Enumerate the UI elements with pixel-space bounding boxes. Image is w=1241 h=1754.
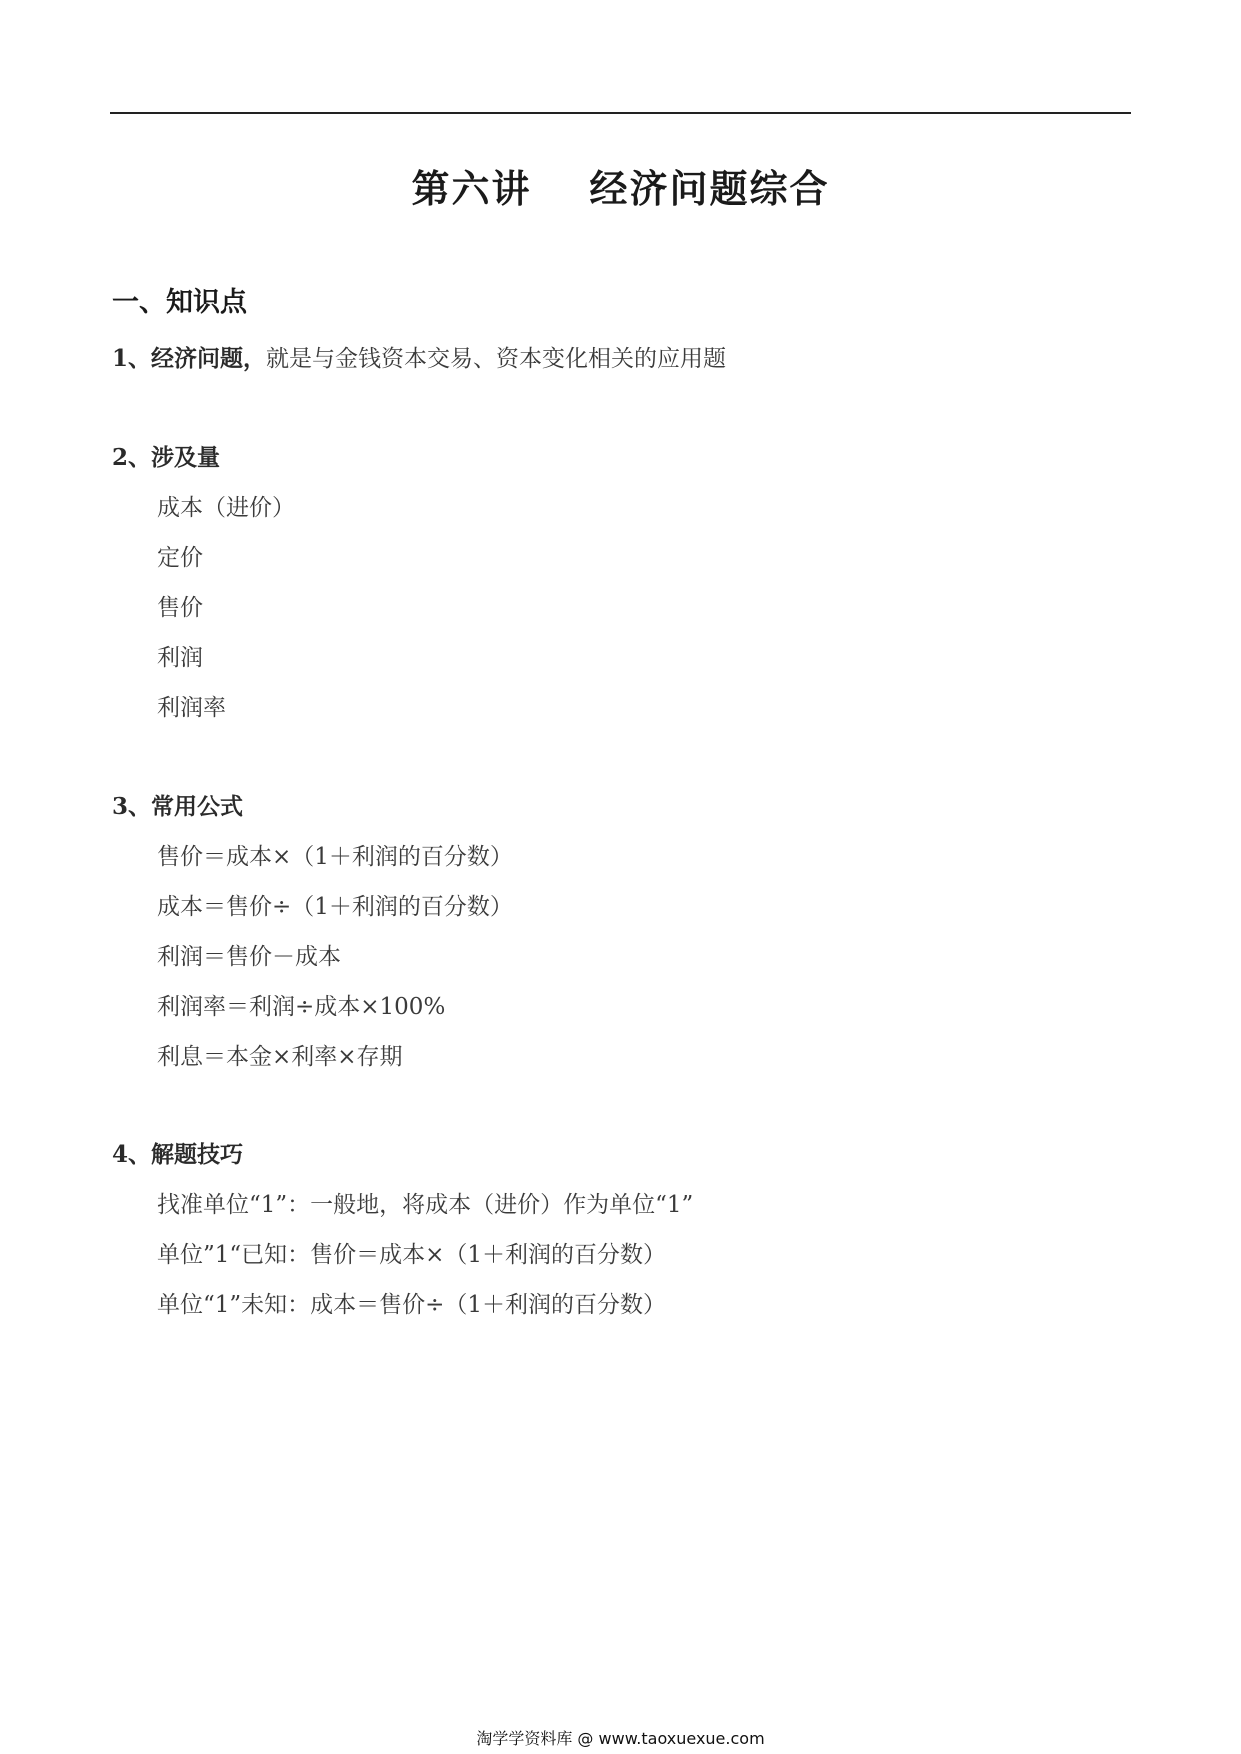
formula-line: 利润率＝利润÷成本×100% [157,994,446,1020]
formula-line: 利息＝本金×利率×存期 [157,1044,403,1070]
technique-line: 单位”1“已知：售价＝成本×（1＋利润的百分数） [157,1242,667,1268]
section-heading-knowledge: 一、知识点 [112,287,247,318]
quantity-line: 定价 [157,545,203,571]
item-1-definition: 就是与金钱资本交易、资本变化相关的应用题 [266,346,727,372]
header-rule [110,112,1131,114]
item-3-heading: 3、常用公式 [112,793,244,820]
item-2-heading: 2、涉及量 [112,444,221,471]
item-4-heading: 4、解题技巧 [112,1141,244,1168]
quantity-line: 售价 [157,595,203,621]
footer-watermark: 淘学学资料库 @ www.taoxuexue.com [476,1729,765,1748]
quantity-line: 利润率 [157,695,226,721]
page-title [0,158,1241,213]
quantity-line: 利润 [157,645,203,671]
technique-line: 找准单位“1”：一般地，将成本（进价）作为单位“1” [157,1192,694,1218]
quantity-line: 成本（进价） [157,495,295,521]
lecture-number: 第六讲 [411,166,532,211]
item-1-number: 1、 [112,345,152,372]
formula-line: 成本＝售价÷（1＋利润的百分数） [157,894,513,920]
formula-line: 利润＝售价－成本 [157,944,341,970]
lecture-topic: 经济问题综合 [589,166,830,211]
item-1-term: 经济问题， [151,345,267,372]
item-1 [112,340,726,373]
formula-line: 售价＝成本×（1＋利润的百分数） [157,844,513,870]
technique-line: 单位“1”未知：成本＝售价÷（1＋利润的百分数） [157,1292,667,1318]
